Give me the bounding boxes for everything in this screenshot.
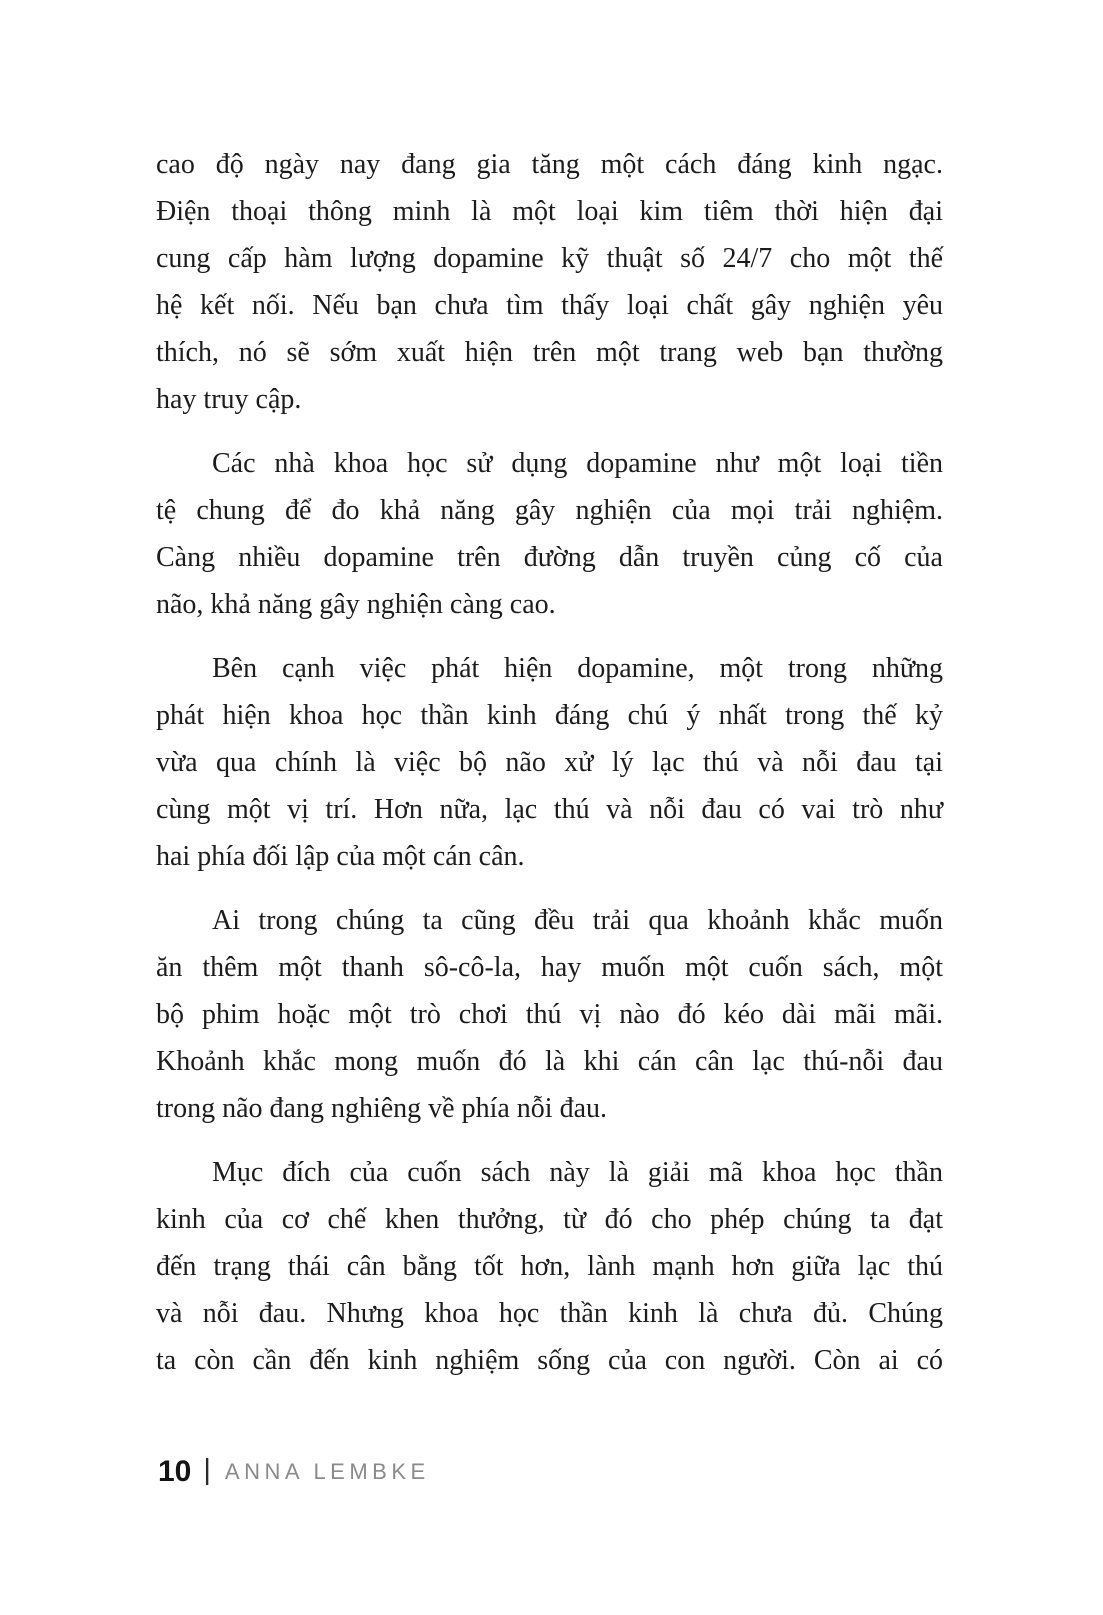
text-line: phát hiện khoa học thần kinh đáng chú ý nhất trong thế kỷ <box>156 700 943 731</box>
text-line: Khoảnh khắc mong muốn đó là khi cán cân lạc thú-nỗi đau <box>156 1046 943 1077</box>
text-line: hệ kết nối. Nếu bạn chưa tìm thấy loại chất gây nghiện yêu <box>156 290 943 321</box>
text-line: vừa qua chính là việc bộ não xử lý lạc thú và nỗi đau tại <box>156 747 943 778</box>
paragraph <box>156 440 943 628</box>
text-line: cao độ ngày nay đang gia tăng một cách đáng kinh ngạc. <box>156 149 943 180</box>
text-line: Mục đích của cuốn sách này là giải mã khoa học thần <box>212 1157 943 1188</box>
paragraph <box>156 645 943 880</box>
text-line: cùng một vị trí. Hơn nữa, lạc thú và nỗi đau có vai trò như <box>156 794 943 825</box>
page-number: 10 <box>158 1455 192 1488</box>
text-line: ta còn cần đến kinh nghiệm sống của con người. Còn ai có <box>156 1345 943 1376</box>
text-line: Càng nhiều dopamine trên đường dẫn truyền củng cố của <box>156 542 943 573</box>
text-line: Điện thoại thông minh là một loại kim tiêm thời hiện đại <box>156 196 943 227</box>
text-line: Ai trong chúng ta cũng đều trải qua khoảnh khắc muốn <box>212 905 943 936</box>
author-name: ANNA LEMBKE <box>224 1459 430 1484</box>
page-footer <box>158 1452 430 1492</box>
text-line: hay truy cập. <box>156 384 302 415</box>
text-line: và nỗi đau. Nhưng khoa học thần kinh là chưa đủ. Chúng <box>156 1298 943 1329</box>
text-line: trong não đang nghiêng về phía nỗi đau. <box>156 1093 608 1124</box>
text-line: Bên cạnh việc phát hiện dopamine, một trong những <box>212 653 943 684</box>
text-line: đến trạng thái cân bằng tốt hơn, lành mạnh hơn giữa lạc thú <box>156 1251 943 1282</box>
text-line: hai phía đối lập của một cán cân. <box>156 841 525 872</box>
text-line: kinh của cơ chế khen thưởng, từ đó cho phép chúng ta đạt <box>156 1204 943 1235</box>
text-line: ăn thêm một thanh sô-cô-la, hay muốn một cuốn sách, một <box>156 952 943 983</box>
text-line: tệ chung để đo khả năng gây nghiện của mọi trải nghiệm. <box>156 495 943 526</box>
text-line: thích, nó sẽ sớm xuất hiện trên một trang web bạn thường <box>156 337 943 368</box>
footer-separator: | <box>203 1453 211 1486</box>
paragraph <box>156 1149 943 1384</box>
text-line: Các nhà khoa học sử dụng dopamine như một loại tiền <box>212 448 943 479</box>
text-line: cung cấp hàm lượng dopamine kỹ thuật số 24/7 cho một thế <box>156 243 943 274</box>
paragraph <box>156 141 943 423</box>
text-line: não, khả năng gây nghiện càng cao. <box>156 589 556 620</box>
paragraph <box>156 897 943 1132</box>
body-text <box>156 141 943 1401</box>
text-line: bộ phim hoặc một trò chơi thú vị nào đó kéo dài mãi mãi. <box>156 999 943 1030</box>
